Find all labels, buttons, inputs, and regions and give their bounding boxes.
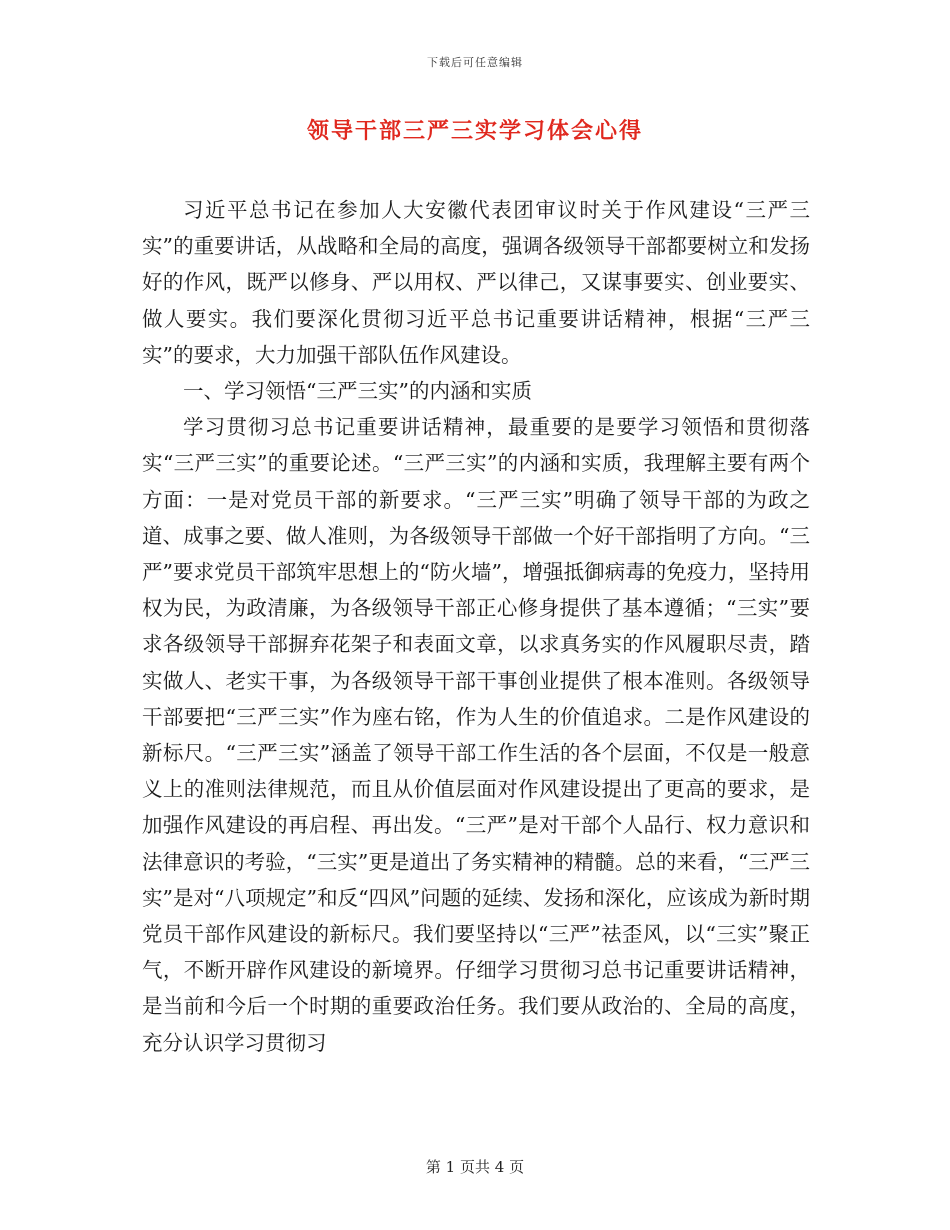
section-heading: 一、学习领悟“三严三实”的内涵和实质 [183, 379, 532, 404]
page-footer: 第 1 页共 4 页 [425, 1158, 525, 1176]
header-note: 下载后可任意编辑 [427, 56, 523, 69]
paragraph-main: 学习贯彻习总书记重要讲话精神，最重要的是要学习领悟和贯彻落实“三严三实”的重要论述。“三严三实”的内涵和实质，我理解主要有两个方面：一是对党员干部的新要求。“三严三实”明确了领导干部的为政之道、成事之要、做人准则，为各级领导干部做一个好干部指明了方向。“三严”要求党员干部筑牢思想上的“防火墙”，增强抵御病毒的免疫力，坚持用权为民，为政清廉，为各级领导干部正心修身提供了基本遵循；“三实”要求各级领导干部摒弃花架子和表面文章，以求真务实的作风履职尽责，踏实做人、老实干事，为各级领导干部干事创业提供了根本准则。各级领导干部要把“三严三实”作为座右铭，作为人生的价值追求。二是作风建设的新标尺。“三严三实”涵盖了领导干部工作生活的各个层面，不仅是一般意义上的准则法律规范，而且从价值层面对作风建设提出了更高的要求，是加强作风建设的再启程、再出发。“三严”是对干部个人品行、权力意识和法律意识的考验，“三实”更是道出了务实精神的精髓。总的来看，“三严三实”是对“八项规定”和反“四风”问题的延续、发扬和深化，应该成为新时期党员干部作风建设的新标尺。我们要坚持以“三严”祛歪风，以“三实”聚正气，不断开辟作风建设的新境界。仔细学习贯彻习总书记重要讲话精神，是当前和今后一个时期的重要政治任务。我们要从政治的、全局的高度，充分认识学习贯彻习 [142, 415, 810, 1055]
document-body [142, 192, 810, 1061]
document-title: 领导干部三严三实学习体会心得 [306, 118, 643, 144]
paragraph-intro: 习近平总书记在参加人大安徽代表团审议时关于作风建设“三严三实”的重要讲话，从战略和全局的高度，强调各级领导干部都要树立和发扬好的作风，既严以修身、严以用权、严以律己，又谋事要实、创业要实、做人要实。我们要深化贯彻习近平总书记重要讲话精神，根据“三严三实”的要求，大力加强干部队伍作风建设。 [142, 198, 810, 367]
